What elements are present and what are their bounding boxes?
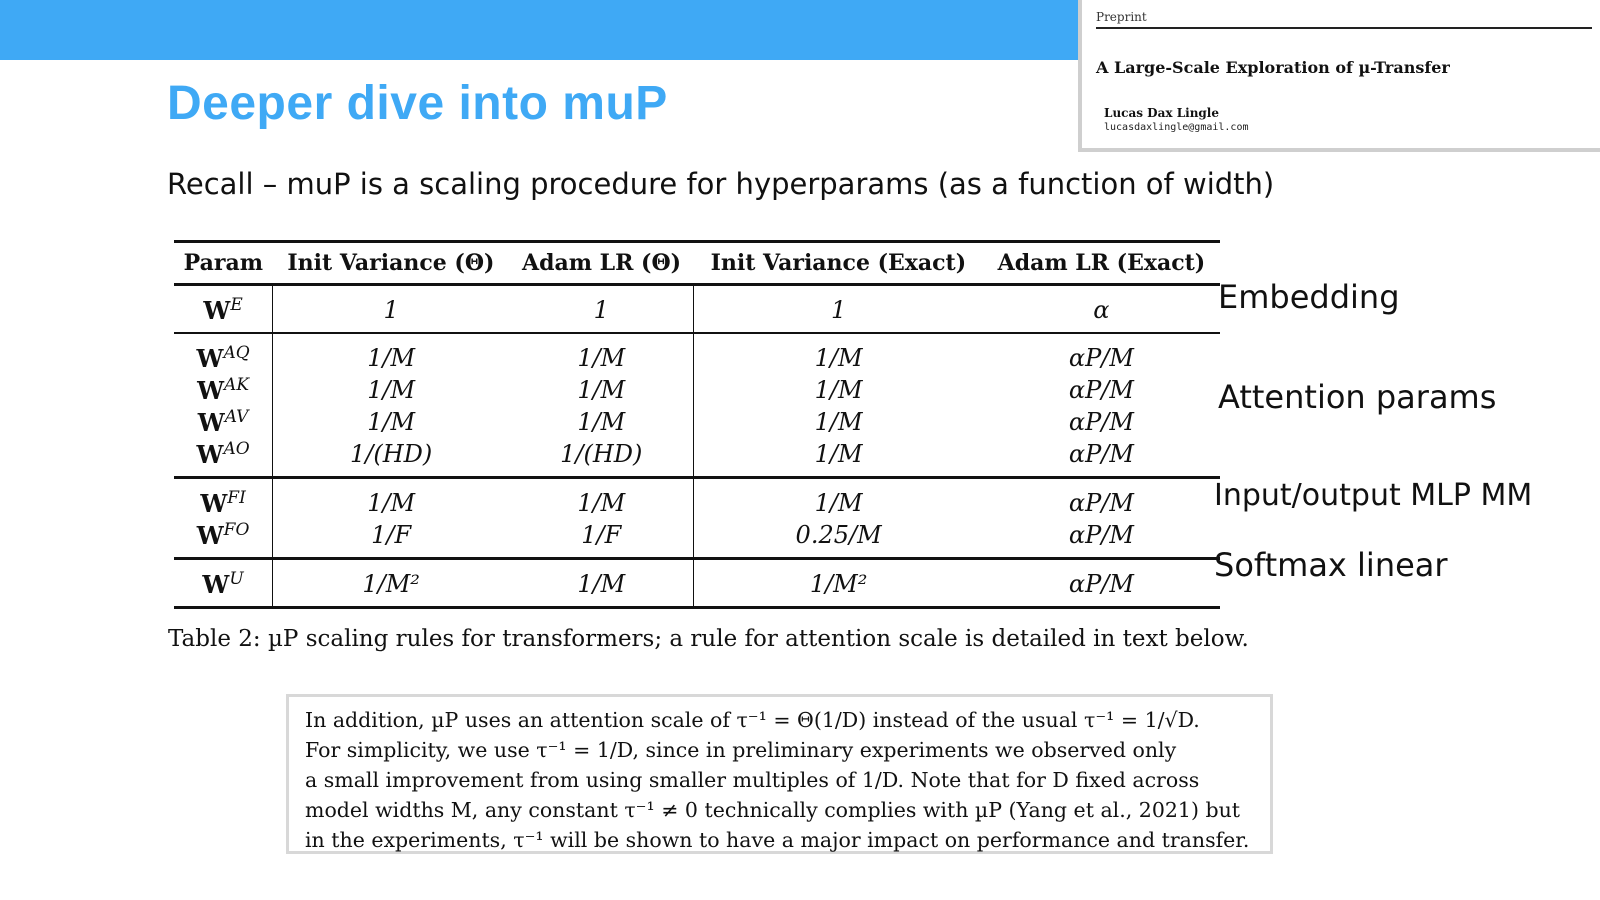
param-superscript: E (230, 295, 243, 315)
param-symbol: W (203, 296, 231, 325)
param-cell (174, 559, 273, 608)
param-cell (174, 478, 273, 520)
table-cell: αP/M (1068, 344, 1134, 372)
table-cell: 1/M (367, 489, 416, 517)
param-symbol: W (196, 344, 224, 373)
table-row (174, 478, 1220, 520)
table-cell: 1/M (814, 344, 863, 372)
param-superscript: U (229, 569, 244, 589)
paper-header-inset (1078, 0, 1600, 152)
table-cell: αP/M (1068, 376, 1134, 404)
param-cell (174, 519, 273, 559)
table-cell: αP/M (1068, 408, 1134, 436)
table-cell: 1/F (371, 521, 412, 549)
excerpt-line: For simplicity, we use τ⁻¹ = 1/D, since in preliminary experiments we observed only (305, 738, 1177, 762)
table-row (174, 374, 1220, 406)
label-embedding: Embedding (1218, 278, 1400, 316)
table-cell: 1/F (509, 519, 694, 559)
table-cell: 1/M (509, 559, 694, 608)
table-cell: 1 (383, 296, 399, 324)
table-cell: 1/M (509, 374, 694, 406)
paper-excerpt (286, 694, 1273, 854)
param-symbol: W (202, 570, 230, 599)
param-cell (174, 285, 273, 334)
table-group (174, 333, 1220, 478)
scaling-rules-table (174, 240, 1220, 609)
table-cell: 1/(HD) (350, 440, 433, 468)
param-cell (174, 438, 273, 478)
paper-email: lucasdaxlingle@gmail.com (1104, 122, 1249, 133)
table-row (174, 559, 1220, 608)
header-param: Param (183, 250, 263, 276)
table-cell: 1/(HD) (509, 438, 694, 478)
param-cell (174, 333, 273, 374)
slide-subtitle: Recall – muP is a scaling procedure for hyperparams (as a function of width) (167, 167, 1275, 201)
table-cell: 1/M (367, 408, 416, 436)
param-symbol: W (196, 521, 224, 550)
header-adam-lr-theta: Adam LR (Θ) (522, 250, 682, 276)
excerpt-line: a small improvement from using smaller multiples of 1/D. Note that for D fixed across (305, 768, 1200, 792)
label-attention-params: Attention params (1218, 378, 1497, 416)
table-caption: Table 2: µP scaling rules for transformers; a rule for attention scale is detailed in text below. (168, 626, 1249, 652)
table-cell: 1/M (814, 376, 863, 404)
param-superscript: AK (224, 375, 250, 395)
table-cell: 1 (509, 285, 694, 334)
excerpt-line: model widths M, any constant τ⁻¹ ≠ 0 technically complies with µP (Yang et al., 2021) but (305, 798, 1241, 822)
table-cell: αP/M (1068, 521, 1134, 549)
excerpt-line: in the experiments, τ⁻¹ will be shown to have a major impact on performance and transfer. (305, 828, 1250, 852)
table-row (174, 406, 1220, 438)
param-superscript: AO (223, 439, 250, 459)
table-cell: 1/M (367, 344, 416, 372)
table-cell: 1/M (814, 489, 863, 517)
table-cell: 1 (830, 296, 847, 324)
table-cell: 1/M (367, 376, 416, 404)
table-group (174, 285, 1220, 334)
param-symbol: W (196, 440, 224, 469)
table-cell: 0.25/M (795, 521, 882, 549)
paper-author: Lucas Dax Lingle (1104, 106, 1219, 120)
param-cell (174, 406, 273, 438)
table-cell: 1/M² (809, 570, 868, 598)
table-cell: 1/M (814, 440, 863, 468)
table-group (174, 478, 1220, 559)
header-init-variance-theta: Init Variance (Θ) (287, 250, 495, 276)
param-cell (174, 374, 273, 406)
slide-title: Deeper dive into muP (167, 77, 668, 130)
table-cell: α (1093, 296, 1110, 324)
table-row (174, 438, 1220, 478)
table-row (174, 519, 1220, 559)
table-cell: αP/M (1068, 570, 1134, 598)
label-mlp: Input/output MLP MM (1214, 478, 1533, 513)
header-adam-lr-exact: Adam LR (Exact) (997, 250, 1206, 276)
table-header-row (174, 242, 1220, 285)
table-row (174, 333, 1220, 374)
table-cell: αP/M (1068, 489, 1134, 517)
param-superscript: AQ (223, 343, 250, 363)
param-symbol: W (197, 376, 225, 405)
param-superscript: FO (223, 520, 250, 540)
table-group (174, 559, 1220, 608)
table-cell: 1/M (509, 478, 694, 520)
table-cell: 1/M (814, 408, 863, 436)
header-init-variance-exact: Init Variance (Exact) (710, 250, 967, 276)
label-softmax: Softmax linear (1214, 546, 1448, 584)
paper-rule (1096, 27, 1592, 29)
param-symbol: W (197, 408, 225, 437)
param-superscript: FI (227, 488, 246, 508)
table-cell: 1/M² (362, 570, 420, 598)
table-cell: αP/M (1068, 440, 1134, 468)
table-cell: 1/M (509, 333, 694, 374)
param-symbol: W (200, 489, 228, 518)
paper-title: A Large-Scale Exploration of µ-Transfer (1096, 58, 1450, 77)
param-superscript: AV (224, 407, 249, 427)
header-bar (0, 0, 1078, 60)
excerpt-line: In addition, µP uses an attention scale of τ⁻¹ = Θ(1/D) instead of the usual τ⁻¹ = 1/√D. (305, 708, 1200, 732)
table-cell: 1/M (509, 406, 694, 438)
table-row (174, 285, 1220, 334)
paper-preprint-label: Preprint (1096, 10, 1147, 24)
